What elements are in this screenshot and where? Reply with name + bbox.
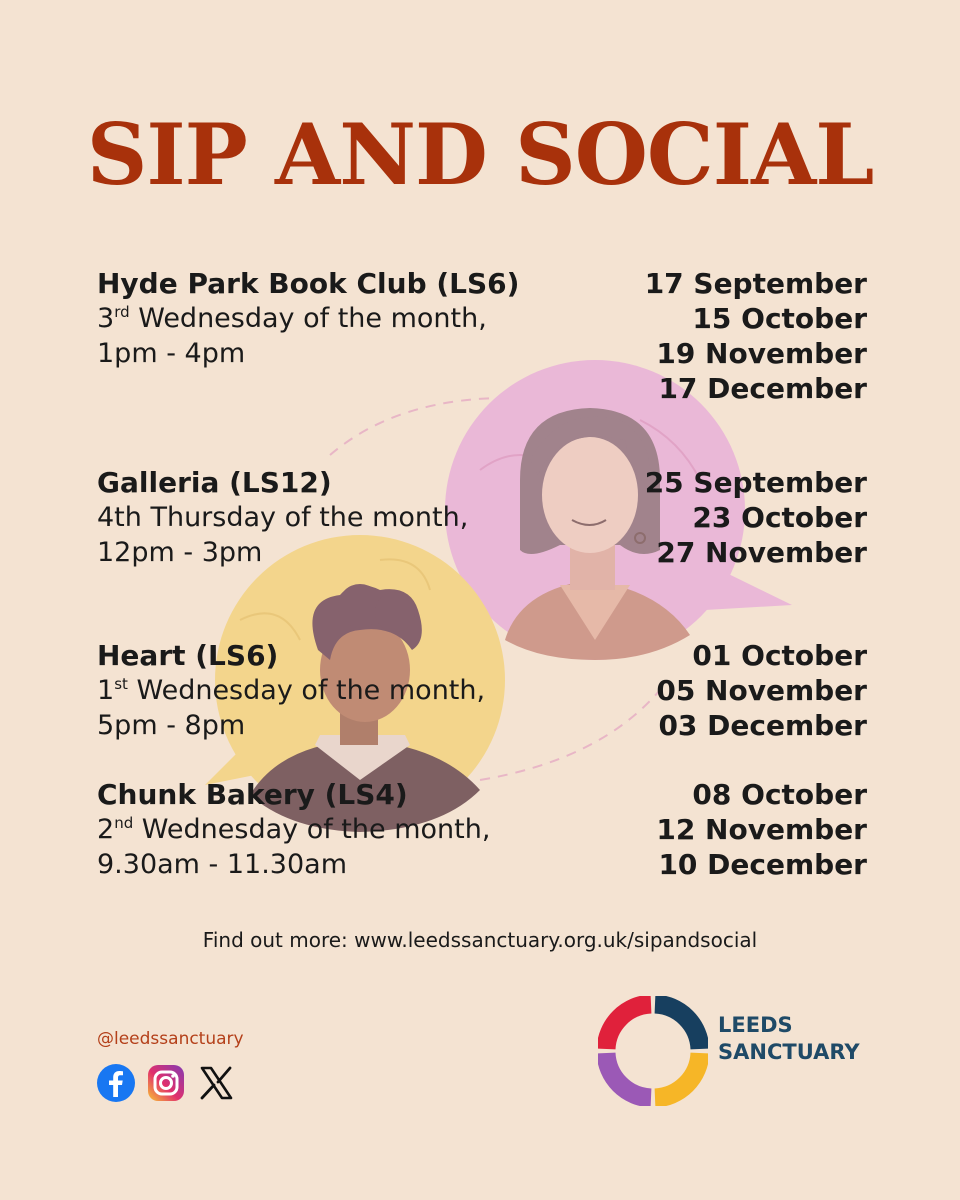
event-time: 1pm - 4pm [97, 338, 246, 369]
event-time: 12pm - 3pm [97, 537, 263, 568]
event-schedule: 3rd Wednesday of the month, [97, 303, 487, 334]
x-icon[interactable] [196, 1063, 236, 1103]
event-date: 05 November [656, 674, 867, 707]
event-dates [656, 638, 867, 743]
event-date: 08 October [692, 778, 867, 811]
event-schedule: 2nd Wednesday of the month, [97, 814, 491, 845]
event-date: 17 December [658, 372, 867, 405]
event-dates [656, 777, 867, 882]
event-name: Chunk Bakery (LS4) [97, 778, 408, 811]
page-title: SIP AND SOCIAL [86, 105, 874, 204]
leeds-sanctuary-logo-icon [598, 996, 708, 1106]
event-schedule: 1st Wednesday of the month, [97, 675, 486, 706]
logo-line-1: LEEDS [718, 1013, 793, 1037]
event-date: 15 October [692, 302, 867, 335]
event-chunk-bakery [97, 777, 867, 882]
event-dates [645, 266, 867, 406]
event-time: 5pm - 8pm [97, 710, 246, 741]
event-date: 12 November [656, 813, 867, 846]
social-handle[interactable]: @leedssanctuary [97, 1029, 244, 1049]
event-galleria [97, 465, 867, 570]
logo-line-2: SANCTUARY [718, 1040, 860, 1064]
event-name: Galleria (LS12) [97, 466, 332, 499]
event-schedule: 4th Thursday of the month, [97, 502, 469, 533]
find-out-more-link[interactable]: Find out more: www.leedssanctuary.org.uk/sipandsocial [202, 928, 758, 952]
social-icons [96, 1063, 236, 1103]
event-date: 23 October [692, 501, 867, 534]
instagram-icon[interactable] [146, 1063, 186, 1103]
event-date: 01 October [692, 639, 867, 672]
event-date: 10 December [658, 848, 867, 881]
event-heart [97, 638, 867, 743]
facebook-icon[interactable] [96, 1063, 136, 1103]
event-date: 17 September [644, 267, 867, 300]
event-time: 9.30am - 11.30am [97, 849, 348, 880]
event-name: Heart (LS6) [97, 639, 279, 672]
event-name: Hyde Park Book Club (LS6) [97, 267, 520, 300]
event-dates [645, 465, 867, 570]
event-date: 25 September [644, 466, 867, 499]
event-date: 03 December [658, 709, 867, 742]
event-date: 27 November [656, 536, 867, 569]
logo-text [718, 1012, 860, 1066]
event-date: 19 November [656, 337, 867, 370]
event-hyde-park-book-club [97, 266, 867, 405]
